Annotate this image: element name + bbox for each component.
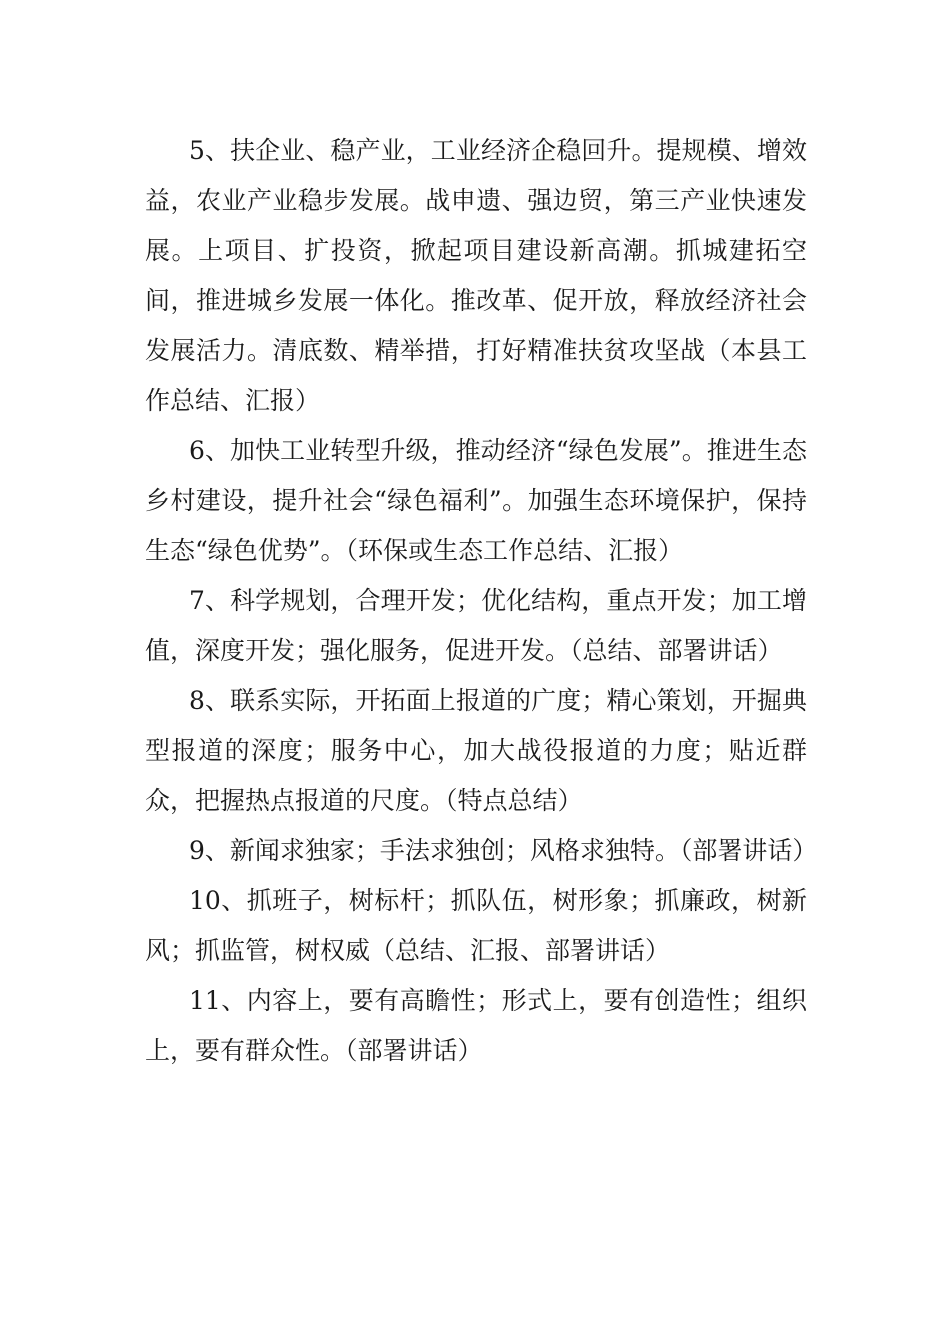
paragraph-11: 11、内容上，要有高瞻性；形式上，要有创造性；组织上，要有群众性。（部署讲话） <box>145 986 807 1065</box>
paragraph-7: 7、科学规划，合理开发；优化结构，重点开发；加工增值，深度开发；强化服务，促进开发。（总结、部署讲话） <box>145 586 807 665</box>
paragraph-10: 10、抓班子，树标杆；抓队伍，树形象；抓廉政，树新风；抓监管，树权威（总结、汇报、部署讲话） <box>145 886 807 965</box>
paragraph-8: 8、联系实际，开拓面上报道的广度；精心策划，开掘典型报道的深度；服务中心，加大战役报道的力度；贴近群众，把握热点报道的尺度。（特点总结） <box>145 686 807 815</box>
paragraph-6: 6、加快工业转型升级，推动经济“绿色发展”。推进生态乡村建设，提升社会“绿色福利”。加强生态环境保护，保持生态“绿色优势”。（环保或生态工作总结、汇报） <box>145 436 807 565</box>
paragraph-9: 9、新闻求独家；手法求独创；风格求独特。（部署讲话） <box>189 836 818 865</box>
paragraph-5: 5、扶企业、稳产业，工业经济企稳回升。提规模、增效益，农业产业稳步发展。战申遗、强边贸，第三产业快速发展。上项目、扩投资，掀起项目建设新高潮。抓城建拓空间，推进城乡发展一体化。推改革、促开放，释放经济社会发展活力。清底数、精举措，打好精准扶贫攻坚战（本县工作总结、汇报） <box>145 136 807 415</box>
document-body <box>145 126 818 1076</box>
